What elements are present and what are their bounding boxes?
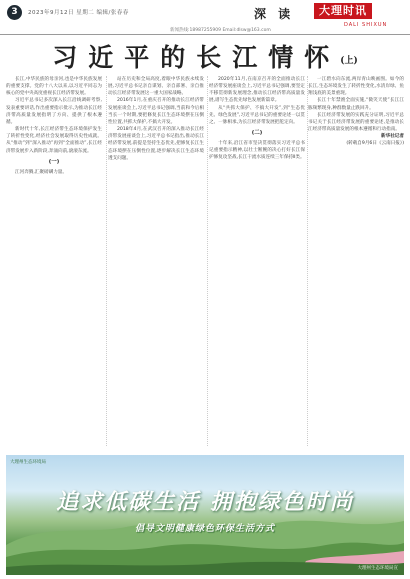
article-paragraph: 2018年4月,在武汉召开的深入推动长江经济带发展座谈会上,习近平总书记指出,推动长江经济带发展,前提是坚持生态优先,把修复长江生态环境摆在压倒性位置,逐步解决长江生态环境透支问题。 [108,127,204,161]
article-paragraph: 新时代十年,长江经济带生态环境保护发生了转折性变化,经济社会发展取得历史性成就。从“推动”到“深入推动”再到“全面推动”,长江经济带发展步入新阶段,奔涌向前,滚滚东流。 [6,127,102,154]
page-header [0,0,410,35]
headline-text: 习近平的长江情怀 [52,43,341,72]
column-divider [207,76,208,446]
contact-line: 新闻热线:18987255909 Email:dlsw@163.com [170,28,271,33]
ad-title: 追求低碳生活 拥抱绿色时尚 [56,489,354,515]
brand-zone [254,2,404,32]
ad-subtitle: 倡导文明健康绿色环保生活方式 [134,524,275,534]
dateline: 2023年9月12日 星期二 编辑/张春春 [28,10,129,16]
article-paragraph: 长江十年禁渔全面实施,“微笑天使”长江江豚频繁现身,种群数量止跌回升。 [308,98,404,111]
article-body [6,76,404,451]
headline-part: (上) [340,56,358,66]
article-paragraph: 长江,中华民族的母亲河,也是中华民族发展的重要支撑。党的十八大以来,以习近平同志为核心的党中央高度重视长江经济带发展。 [6,77,102,97]
article-headline [0,38,410,74]
brand-subtitle: DALI SHIXUN [344,22,388,28]
article-paragraph: 站在历史和全局高度,着眼中华民族永续发展,习近平总书记亲自谋划、亲自部署、亲自推动长江经济带发展这一重大国家战略。 [108,77,204,97]
article-paragraph: 十年来,沿江省市坚决贯彻落实习近平总书记重要指示精神,以壮士断腕的决心打好长江保护修复攻坚战,长江干流水质连续三年保持Ⅱ类。 [209,141,305,161]
article-column-3 [209,76,305,451]
brand-logo: 大理时讯 [314,3,372,19]
article-column-1 [6,76,102,451]
article-paragraph: 江河奔腾,汇聚磅礴力量。 [15,169,67,175]
section-heading: (二) [251,130,263,137]
article-author: 新华社记者 [381,134,404,140]
article-paragraph: 2020年11月,在南京召开的全面推动长江经济带发展座谈会上,习近平总书记强调,要坚定不移贯彻新发展理念,推动长江经济带高质量发展,谱写生态优先绿色发展新篇章。 [209,77,305,104]
eco-advertisement [6,455,404,575]
ad-credit: 大理州生态环境局宣 [357,566,398,571]
article-paragraph: 一江碧水向东流,两岸青山映画图。如今的长江,生态环境发生了转折性变化,水清岸绿、鱼翔浅底的美景重现。 [308,77,404,97]
article-paragraph: 长江经济带发展的实践充分证明,习近平总书记关于长江经济带发展的重要论述,是推动长江经济带高质量发展的根本遵循和行动指南。 [308,112,404,133]
column-divider [106,76,107,446]
article-column-4 [308,76,404,451]
section-heading: (一) [48,158,60,165]
ad-corner-tag: 大理州生态环境局 [10,460,46,465]
section-name: 深 读 [254,7,295,21]
article-column-2 [108,76,204,451]
article-paragraph: 从“共抓大保护、不搞大开发”,到“生态优先、绿色发展”,习近平总书记的重要论述一以贯之、一脉相承,为长江经济带发展把舵定向。 [209,105,305,125]
article-source-note: (转载自9月6日《云南日报》) [346,141,404,147]
article-paragraph: 2016年1月,在重庆召开的推动长江经济带发展座谈会上,习近平总书记强调,当前和今后相当长一个时期,要把修复长江生态环境摆在压倒性位置,共抓大保护,不搞大开发。 [108,98,204,125]
article-paragraph: 习近平总书记多次深入长江沿线调研考察,发表重要讲话,作出重要指示批示,为推动长江经济带高质量发展指明了方向、提供了根本遵循。 [6,98,102,125]
page-number: 3 [7,5,22,20]
